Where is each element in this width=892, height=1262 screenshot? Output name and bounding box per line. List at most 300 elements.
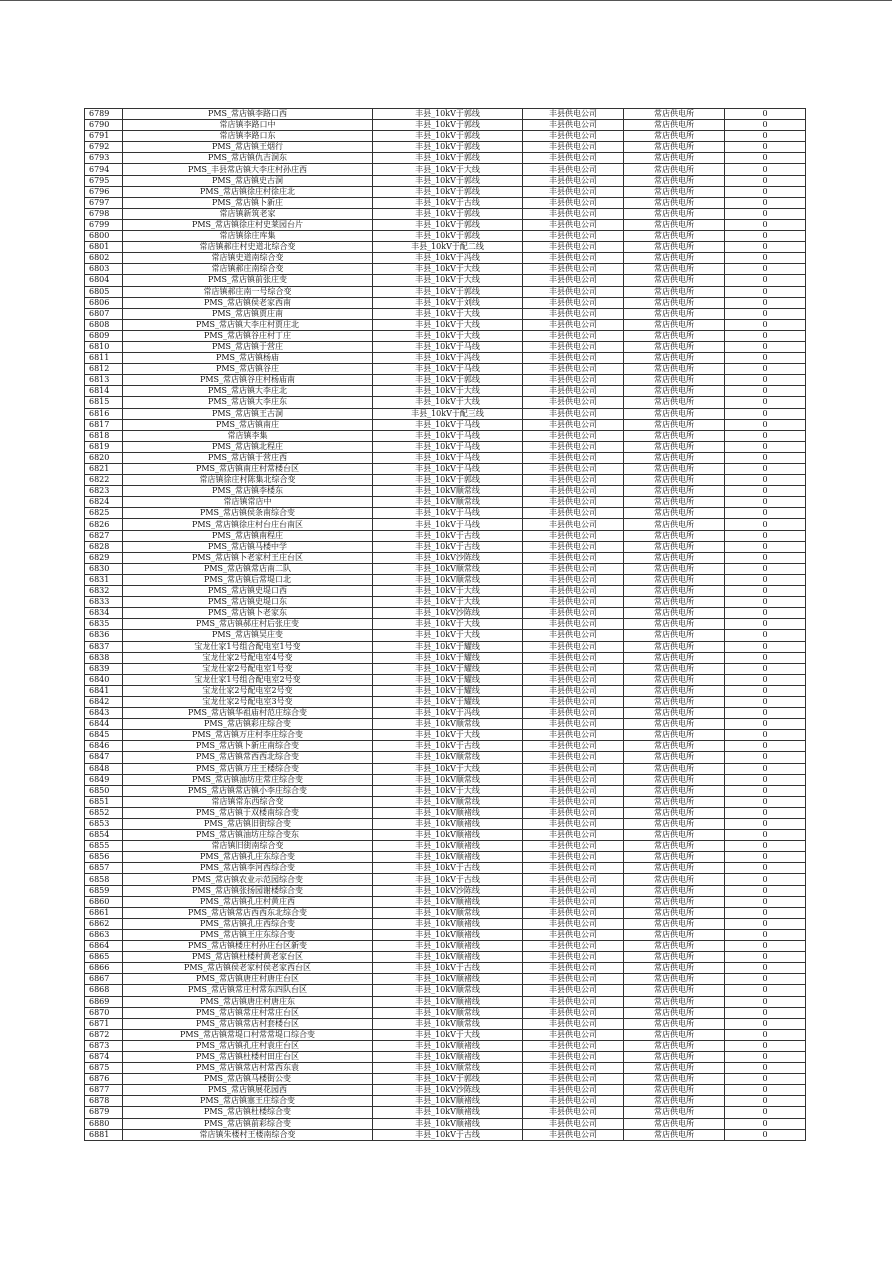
feeder-line-cell: 丰县_10kV顺常线 [373, 774, 523, 785]
feeder-line-cell: 丰县_10kV顺褚线 [373, 1107, 523, 1118]
row-number-cell: 6857 [85, 863, 123, 874]
company-cell: 丰县供电公司 [523, 1040, 624, 1051]
table-row [85, 641, 806, 652]
row-number-cell: 6824 [85, 497, 123, 508]
supply-station-cell: 常店供电所 [624, 652, 725, 663]
row-number-cell: 6874 [85, 1051, 123, 1062]
feeder-line-cell: 丰县_10kV顺常线 [373, 985, 523, 996]
value-cell: 0 [725, 464, 806, 475]
company-cell: 丰县供电公司 [523, 563, 624, 574]
station-name-cell: PMS_常店镇史古洞 [123, 175, 373, 186]
table-row [85, 153, 806, 164]
table-row [85, 386, 806, 397]
supply-station-cell: 常店供电所 [624, 719, 725, 730]
value-cell: 0 [725, 308, 806, 319]
value-cell: 0 [725, 1118, 806, 1129]
table-row [85, 219, 806, 230]
row-number-cell: 6871 [85, 1018, 123, 1029]
station-name-cell: PMS_常店镇常店村常西东袁 [123, 1063, 373, 1074]
supply-station-cell: 常店供电所 [624, 497, 725, 508]
station-name-cell: PMS_常店镇常庄村常庄台区 [123, 1007, 373, 1018]
table-row [85, 508, 806, 519]
value-cell: 0 [725, 685, 806, 696]
row-number-cell: 6840 [85, 674, 123, 685]
company-cell: 丰县供电公司 [523, 619, 624, 630]
company-cell: 丰县供电公司 [523, 874, 624, 885]
feeder-line-cell: 丰县_10kV于冯线 [373, 353, 523, 364]
feeder-line-cell: 丰县_10kV沙陈线 [373, 552, 523, 563]
feeder-line-cell: 丰县_10kV于大线 [373, 785, 523, 796]
supply-station-cell: 常店供电所 [624, 219, 725, 230]
company-cell: 丰县供电公司 [523, 730, 624, 741]
value-cell: 0 [725, 985, 806, 996]
feeder-line-cell: 丰县_10kV顺褚线 [373, 1096, 523, 1107]
supply-station-cell: 常店供电所 [624, 197, 725, 208]
company-cell: 丰县供电公司 [523, 586, 624, 597]
row-number-cell: 6798 [85, 208, 123, 219]
company-cell: 丰县供电公司 [523, 663, 624, 674]
table-row [85, 819, 806, 830]
feeder-line-cell: 丰县_10kV顺褚线 [373, 952, 523, 963]
value-cell: 0 [725, 752, 806, 763]
table-row [85, 1118, 806, 1129]
feeder-line-cell: 丰县_10kV于郭线 [373, 475, 523, 486]
value-cell: 0 [725, 253, 806, 264]
row-number-cell: 6868 [85, 985, 123, 996]
table-row [85, 996, 806, 1007]
company-cell: 丰县供电公司 [523, 963, 624, 974]
supply-station-cell: 常店供电所 [624, 608, 725, 619]
feeder-line-cell: 丰县_10kV顺褚线 [373, 1040, 523, 1051]
station-name-cell: PMS_常店镇孔庄村袁庄台区 [123, 1040, 373, 1051]
supply-station-cell: 常店供电所 [624, 419, 725, 430]
company-cell: 丰县供电公司 [523, 785, 624, 796]
row-number-cell: 6796 [85, 186, 123, 197]
station-name-cell: 宝龙仕家2号配电室1号变 [123, 663, 373, 674]
table-row [85, 231, 806, 242]
company-cell: 丰县供电公司 [523, 519, 624, 530]
table-row [85, 297, 806, 308]
company-cell: 丰县供电公司 [523, 397, 624, 408]
supply-station-cell: 常店供电所 [624, 963, 725, 974]
feeder-line-cell: 丰县_10kV顺褚线 [373, 996, 523, 1007]
feeder-line-cell: 丰县_10kV于郭线 [373, 208, 523, 219]
row-number-cell: 6842 [85, 696, 123, 707]
station-name-cell: PMS_常店镇谷庄村丁庄 [123, 330, 373, 341]
feeder-line-cell: 丰县_10kV于郭线 [373, 219, 523, 230]
row-number-cell: 6794 [85, 164, 123, 175]
value-cell: 0 [725, 586, 806, 597]
station-name-cell: 宝龙仕家2号配电室2号变 [123, 685, 373, 696]
company-cell: 丰县供电公司 [523, 153, 624, 164]
supply-station-cell: 常店供电所 [624, 286, 725, 297]
value-cell: 0 [725, 541, 806, 552]
supply-station-cell: 常店供电所 [624, 164, 725, 175]
station-name-cell: 常店镇新筑老家 [123, 208, 373, 219]
table-row [85, 885, 806, 896]
supply-station-cell: 常店供电所 [624, 375, 725, 386]
row-number-cell: 6852 [85, 807, 123, 818]
table-row [85, 763, 806, 774]
table-row [85, 1085, 806, 1096]
feeder-line-cell: 丰县_10kV于大线 [373, 586, 523, 597]
value-cell: 0 [725, 785, 806, 796]
feeder-line-cell: 丰县_10kV于古线 [373, 741, 523, 752]
station-name-cell: 常店镇郝庄村史道北综合变 [123, 242, 373, 253]
value-cell: 0 [725, 475, 806, 486]
company-cell: 丰县供电公司 [523, 608, 624, 619]
value-cell: 0 [725, 242, 806, 253]
supply-station-cell: 常店供电所 [624, 863, 725, 874]
table-row [85, 264, 806, 275]
company-cell: 丰县供电公司 [523, 464, 624, 475]
value-cell: 0 [725, 1074, 806, 1085]
feeder-line-cell: 丰县_10kV沙陈线 [373, 885, 523, 896]
row-number-cell: 6799 [85, 219, 123, 230]
row-number-cell: 6877 [85, 1085, 123, 1096]
value-cell: 0 [725, 175, 806, 186]
station-name-cell: PMS_常店镇孔庄东综合变 [123, 852, 373, 863]
station-name-cell: 常店镇史道南综合变 [123, 253, 373, 264]
value-cell: 0 [725, 552, 806, 563]
company-cell: 丰县供电公司 [523, 1118, 624, 1129]
feeder-line-cell: 丰县_10kV顺褚线 [373, 1051, 523, 1062]
company-cell: 丰县供电公司 [523, 120, 624, 131]
company-cell: 丰县供电公司 [523, 164, 624, 175]
value-cell: 0 [725, 497, 806, 508]
company-cell: 丰县供电公司 [523, 242, 624, 253]
table-row [85, 674, 806, 685]
station-name-cell: PMS_常店镇侯老家西南 [123, 297, 373, 308]
supply-station-cell: 常店供电所 [624, 486, 725, 497]
row-number-cell: 6831 [85, 574, 123, 585]
company-cell: 丰县供电公司 [523, 497, 624, 508]
value-cell: 0 [725, 630, 806, 641]
table-row [85, 519, 806, 530]
feeder-line-cell: 丰县_10kV于马线 [373, 441, 523, 452]
supply-station-cell: 常店供电所 [624, 1007, 725, 1018]
feeder-line-cell: 丰县_10kV于大线 [373, 397, 523, 408]
table-row [85, 807, 806, 818]
value-cell: 0 [725, 830, 806, 841]
feeder-line-cell: 丰县_10kV顺褚线 [373, 918, 523, 929]
supply-station-cell: 常店供电所 [624, 1063, 725, 1074]
row-number-cell: 6853 [85, 819, 123, 830]
table-row [85, 1129, 806, 1140]
supply-station-cell: 常店供电所 [624, 264, 725, 275]
feeder-line-cell: 丰县_10kV于马线 [373, 364, 523, 375]
supply-station-cell: 常店供电所 [624, 563, 725, 574]
supply-station-cell: 常店供电所 [624, 996, 725, 1007]
table-row [85, 1018, 806, 1029]
feeder-line-cell: 丰县_10kV沙陈线 [373, 1085, 523, 1096]
supply-station-cell: 常店供电所 [624, 785, 725, 796]
supply-station-cell: 常店供电所 [624, 341, 725, 352]
feeder-line-cell: 丰县_10kV于大线 [373, 264, 523, 275]
station-name-cell: PMS_常店镇唐庄村唐庄东 [123, 996, 373, 1007]
supply-station-cell: 常店供电所 [624, 464, 725, 475]
value-cell: 0 [725, 741, 806, 752]
station-name-cell: PMS_常店镇孔庄西综合变 [123, 918, 373, 929]
feeder-line-cell: 丰县_10kV于马线 [373, 519, 523, 530]
company-cell: 丰县供电公司 [523, 219, 624, 230]
station-name-cell: 常店镇郝庄南综合变 [123, 264, 373, 275]
feeder-line-cell: 丰县_10kV于大线 [373, 330, 523, 341]
supply-station-cell: 常店供电所 [624, 530, 725, 541]
supply-station-cell: 常店供电所 [624, 952, 725, 963]
station-name-cell: 常店镇常店中 [123, 497, 373, 508]
table-row [85, 197, 806, 208]
supply-station-cell: 常店供电所 [624, 1018, 725, 1029]
feeder-line-cell: 丰县_10kV顺褚线 [373, 841, 523, 852]
row-number-cell: 6862 [85, 918, 123, 929]
station-name-cell: PMS_常店镇李路口西 [123, 109, 373, 120]
supply-station-cell: 常店供电所 [624, 774, 725, 785]
value-cell: 0 [725, 807, 806, 818]
value-cell: 0 [725, 197, 806, 208]
table-row [85, 1107, 806, 1118]
station-name-cell: 宝龙仕家1号组合配电室1号变 [123, 641, 373, 652]
feeder-line-cell: 丰县_10kV于冯线 [373, 708, 523, 719]
supply-station-cell: 常店供电所 [624, 519, 725, 530]
station-name-cell: PMS_常店镇展花园西 [123, 1085, 373, 1096]
table-row [85, 275, 806, 286]
station-name-cell: PMS_常店镇常店镇小李庄综合变 [123, 785, 373, 796]
supply-station-cell: 常店供电所 [624, 109, 725, 120]
row-number-cell: 6845 [85, 730, 123, 741]
value-cell: 0 [725, 231, 806, 242]
station-name-cell: PMS_常店镇杜楼村黄老家台区 [123, 952, 373, 963]
supply-station-cell: 常店供电所 [624, 1118, 725, 1129]
company-cell: 丰县供电公司 [523, 918, 624, 929]
value-cell: 0 [725, 120, 806, 131]
company-cell: 丰县供电公司 [523, 830, 624, 841]
supply-station-cell: 常店供电所 [624, 142, 725, 153]
row-number-cell: 6866 [85, 963, 123, 974]
table-row [85, 1007, 806, 1018]
value-cell: 0 [725, 918, 806, 929]
table-row [85, 486, 806, 497]
row-number-cell: 6823 [85, 486, 123, 497]
station-name-cell: PMS_常店镇孔庄村黄庄西 [123, 896, 373, 907]
company-cell: 丰县供电公司 [523, 996, 624, 1007]
feeder-line-cell: 丰县_10kV于马线 [373, 341, 523, 352]
row-number-cell: 6830 [85, 563, 123, 574]
company-cell: 丰县供电公司 [523, 530, 624, 541]
table-row [85, 630, 806, 641]
value-cell: 0 [725, 663, 806, 674]
supply-station-cell: 常店供电所 [624, 541, 725, 552]
feeder-line-cell: 丰县_10kV于耀线 [373, 641, 523, 652]
row-number-cell: 6813 [85, 375, 123, 386]
station-name-cell: 常店镇李路口东 [123, 131, 373, 142]
supply-station-cell: 常店供电所 [624, 663, 725, 674]
row-number-cell: 6802 [85, 253, 123, 264]
station-name-cell: 常店镇郝庄南一号综合变 [123, 286, 373, 297]
value-cell: 0 [725, 841, 806, 852]
company-cell: 丰县供电公司 [523, 741, 624, 752]
station-name-cell: PMS_常店镇后常堤口北 [123, 574, 373, 585]
row-number-cell: 6872 [85, 1029, 123, 1040]
value-cell: 0 [725, 1063, 806, 1074]
row-number-cell: 6795 [85, 175, 123, 186]
station-name-cell: PMS_常店镇南庄村常楼台区 [123, 464, 373, 475]
table-row [85, 619, 806, 630]
company-cell: 丰县供电公司 [523, 1018, 624, 1029]
value-cell: 0 [725, 109, 806, 120]
station-name-cell: PMS_常店镇卜老家村王庄台区 [123, 552, 373, 563]
table-row [85, 109, 806, 120]
table-row [85, 430, 806, 441]
feeder-line-cell: 丰县_10kV顺褚线 [373, 807, 523, 818]
supply-station-cell: 常店供电所 [624, 896, 725, 907]
feeder-line-cell: 丰县_10kV于大线 [373, 275, 523, 286]
company-cell: 丰县供电公司 [523, 142, 624, 153]
value-cell: 0 [725, 430, 806, 441]
supply-station-cell: 常店供电所 [624, 796, 725, 807]
station-name-cell: PMS_常店镇李楼东 [123, 486, 373, 497]
table-row [85, 874, 806, 885]
row-number-cell: 6810 [85, 341, 123, 352]
row-number-cell: 6814 [85, 386, 123, 397]
supply-station-cell: 常店供电所 [624, 1051, 725, 1062]
station-name-cell: PMS_常店镇侯老家村侯老家西台区 [123, 963, 373, 974]
station-name-cell: PMS_常店镇杜楼村田庄台区 [123, 1051, 373, 1062]
value-cell: 0 [725, 674, 806, 685]
table-row [85, 974, 806, 985]
feeder-line-cell: 丰县_10kV于郭线 [373, 120, 523, 131]
row-number-cell: 6836 [85, 630, 123, 641]
company-cell: 丰县供电公司 [523, 297, 624, 308]
value-cell: 0 [725, 397, 806, 408]
row-number-cell: 6837 [85, 641, 123, 652]
company-cell: 丰县供电公司 [523, 641, 624, 652]
table-row [85, 341, 806, 352]
row-number-cell: 6835 [85, 619, 123, 630]
table-row [85, 663, 806, 674]
station-name-cell: PMS_常店镇楼庄村孙庄台区新变 [123, 941, 373, 952]
table-row [85, 375, 806, 386]
company-cell: 丰县供电公司 [523, 131, 624, 142]
value-cell: 0 [725, 763, 806, 774]
value-cell: 0 [725, 286, 806, 297]
company-cell: 丰县供电公司 [523, 863, 624, 874]
station-name-cell: 常店镇李路口中 [123, 120, 373, 131]
table-row [85, 852, 806, 863]
feeder-line-cell: 丰县_10kV顺常线 [373, 907, 523, 918]
station-name-cell: PMS_常店镇王古洞 [123, 408, 373, 419]
table-row [85, 1029, 806, 1040]
company-cell: 丰县供电公司 [523, 375, 624, 386]
feeder-line-cell: 丰县_10kV沙陈线 [373, 608, 523, 619]
value-cell: 0 [725, 774, 806, 785]
table-row [85, 552, 806, 563]
supply-station-cell: 常店供电所 [624, 819, 725, 830]
company-cell: 丰县供电公司 [523, 941, 624, 952]
company-cell: 丰县供电公司 [523, 552, 624, 563]
supply-station-cell: 常店供电所 [624, 1107, 725, 1118]
station-name-cell: PMS_常店镇南程庄 [123, 530, 373, 541]
supply-station-cell: 常店供电所 [624, 186, 725, 197]
value-cell: 0 [725, 486, 806, 497]
station-name-cell: PMS_常店镇大李庄北 [123, 386, 373, 397]
row-number-cell: 6838 [85, 652, 123, 663]
row-number-cell: 6815 [85, 397, 123, 408]
supply-station-cell: 常店供电所 [624, 641, 725, 652]
station-name-cell: PMS_常店镇彩庄综合变 [123, 719, 373, 730]
feeder-line-cell: 丰县_10kV顺常线 [373, 796, 523, 807]
supply-station-cell: 常店供电所 [624, 941, 725, 952]
company-cell: 丰县供电公司 [523, 685, 624, 696]
feeder-line-cell: 丰县_10kV于耀线 [373, 652, 523, 663]
value-cell: 0 [725, 819, 806, 830]
feeder-line-cell: 丰县_10kV于郭线 [373, 131, 523, 142]
table-row [85, 397, 806, 408]
row-number-cell: 6847 [85, 752, 123, 763]
table-row [85, 353, 806, 364]
supply-station-cell: 常店供电所 [624, 830, 725, 841]
company-cell: 丰县供电公司 [523, 852, 624, 863]
supply-station-cell: 常店供电所 [624, 175, 725, 186]
value-cell: 0 [725, 1007, 806, 1018]
value-cell: 0 [725, 885, 806, 896]
value-cell: 0 [725, 796, 806, 807]
station-name-cell: PMS_常店镇华祖庙村范庄综合变 [123, 708, 373, 719]
row-number-cell: 6803 [85, 264, 123, 275]
row-number-cell: 6861 [85, 907, 123, 918]
row-number-cell: 6817 [85, 419, 123, 430]
company-cell: 丰县供电公司 [523, 475, 624, 486]
table-row [85, 841, 806, 852]
supply-station-cell: 常店供电所 [624, 319, 725, 330]
station-name-cell: PMS_常店镇常店南二队 [123, 563, 373, 574]
value-cell: 0 [725, 952, 806, 963]
station-name-cell: PMS_常店镇北程庄 [123, 441, 373, 452]
feeder-line-cell: 丰县_10kV于郭线 [373, 153, 523, 164]
feeder-line-cell: 丰县_10kV于郭线 [373, 231, 523, 242]
value-cell: 0 [725, 319, 806, 330]
feeder-line-cell: 丰县_10kV于古线 [373, 874, 523, 885]
station-name-cell: PMS_常店镇徐庄村徐庄北 [123, 186, 373, 197]
row-number-cell: 6860 [85, 896, 123, 907]
table-row [85, 142, 806, 153]
supply-station-cell: 常店供电所 [624, 885, 725, 896]
table-row [85, 1074, 806, 1085]
supply-station-cell: 常店供电所 [624, 1029, 725, 1040]
station-name-cell: 宝龙仕家2号配电室4号变 [123, 652, 373, 663]
row-number-cell: 6839 [85, 663, 123, 674]
feeder-line-cell: 丰县_10kV于马线 [373, 419, 523, 430]
supply-station-cell: 常店供电所 [624, 120, 725, 131]
station-name-cell: PMS_常店镇于双楼南综合变 [123, 807, 373, 818]
company-cell: 丰县供电公司 [523, 541, 624, 552]
station-name-cell: 宝龙仕家1号组合配电室2号变 [123, 674, 373, 685]
supply-station-cell: 常店供电所 [624, 1074, 725, 1085]
value-cell: 0 [725, 530, 806, 541]
transformer-table [84, 108, 806, 1141]
supply-station-cell: 常店供电所 [624, 397, 725, 408]
value-cell: 0 [725, 608, 806, 619]
feeder-line-cell: 丰县_10kV于马线 [373, 464, 523, 475]
company-cell: 丰县供电公司 [523, 1085, 624, 1096]
supply-station-cell: 常店供电所 [624, 353, 725, 364]
value-cell: 0 [725, 153, 806, 164]
row-number-cell: 6820 [85, 452, 123, 463]
supply-station-cell: 常店供电所 [624, 619, 725, 630]
row-number-cell: 6878 [85, 1096, 123, 1107]
feeder-line-cell: 丰县_10kV顺常线 [373, 752, 523, 763]
company-cell: 丰县供电公司 [523, 419, 624, 430]
